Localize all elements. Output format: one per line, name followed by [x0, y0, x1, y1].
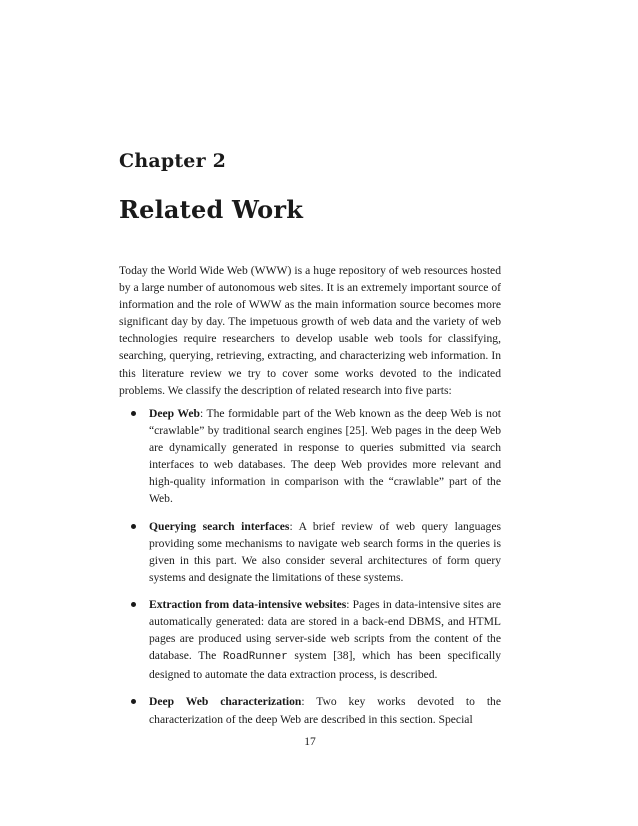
bullet-term: Querying search interfaces [149, 519, 290, 533]
bullet-text: : A brief review of web query languages providing some mechanisms to navigate web search forms in the queries is given in this part. We also consider several architectures of form query systems and designate the limitations of these systems. [149, 519, 501, 584]
bullet-deep-web-characterization [119, 693, 501, 727]
code-roadrunner: RoadRunner [222, 651, 288, 664]
intro-paragraph: Today the World Wide Web (WWW) is a huge repository of web resources hosted by a large number of autonomous web sites. It is an extremely important source of information and the role of WWW as the main information source becomes more significant day by day. The impetuous growth of web data and the variety of web technologies require researchers to develop usable web tools for classifying, searching, querying, retrieving, extracting, and characterizing web information. In this literature review we try to cover some works devoted to the indicated problems. We classify the description of related research into five parts: [119, 264, 501, 397]
bullet-text: system [38], which has been specifically designed to automate the data extraction process, is described. [149, 649, 501, 682]
bullet-term: Deep Web characterization [149, 695, 302, 709]
bullet-dot-icon [131, 602, 136, 607]
bullet-dot-icon [131, 699, 136, 704]
bullet-text: : The formidable part of the Web known as the deep Web is not “crawlable” by traditional search engines [25]. Web pages in the deep Web are dynamically generated in response to queries submitted via search interfaces to web databases. The deep Web provides more relevant and high-quality information in comparison with the “crawlable” part of the Web. [149, 407, 501, 506]
chapter-title: Related Work [119, 195, 304, 224]
bullet-deep-web [119, 405, 501, 508]
bullet-list [119, 405, 501, 738]
bullet-dot-icon [131, 524, 136, 529]
bullet-text: : Two key works devoted to the characterization of the deep Web are described in this section. Special [149, 695, 501, 726]
bullet-term: Deep Web [149, 407, 200, 420]
bullet-querying-search-interfaces [119, 518, 501, 586]
bullet-term: Extraction from data-intensive websites [149, 597, 347, 611]
page-number: 17 [304, 735, 316, 748]
bullet-text: : Pages in data-intensive sites are automatically generated: data are stored in a back-end DBMS, and HTML pages are produced using server-side web scripts from the content of the database. The [149, 597, 501, 663]
bullet-dot-icon [131, 411, 136, 416]
bullet-extraction [119, 596, 501, 683]
chapter-label: Chapter 2 [119, 150, 227, 172]
